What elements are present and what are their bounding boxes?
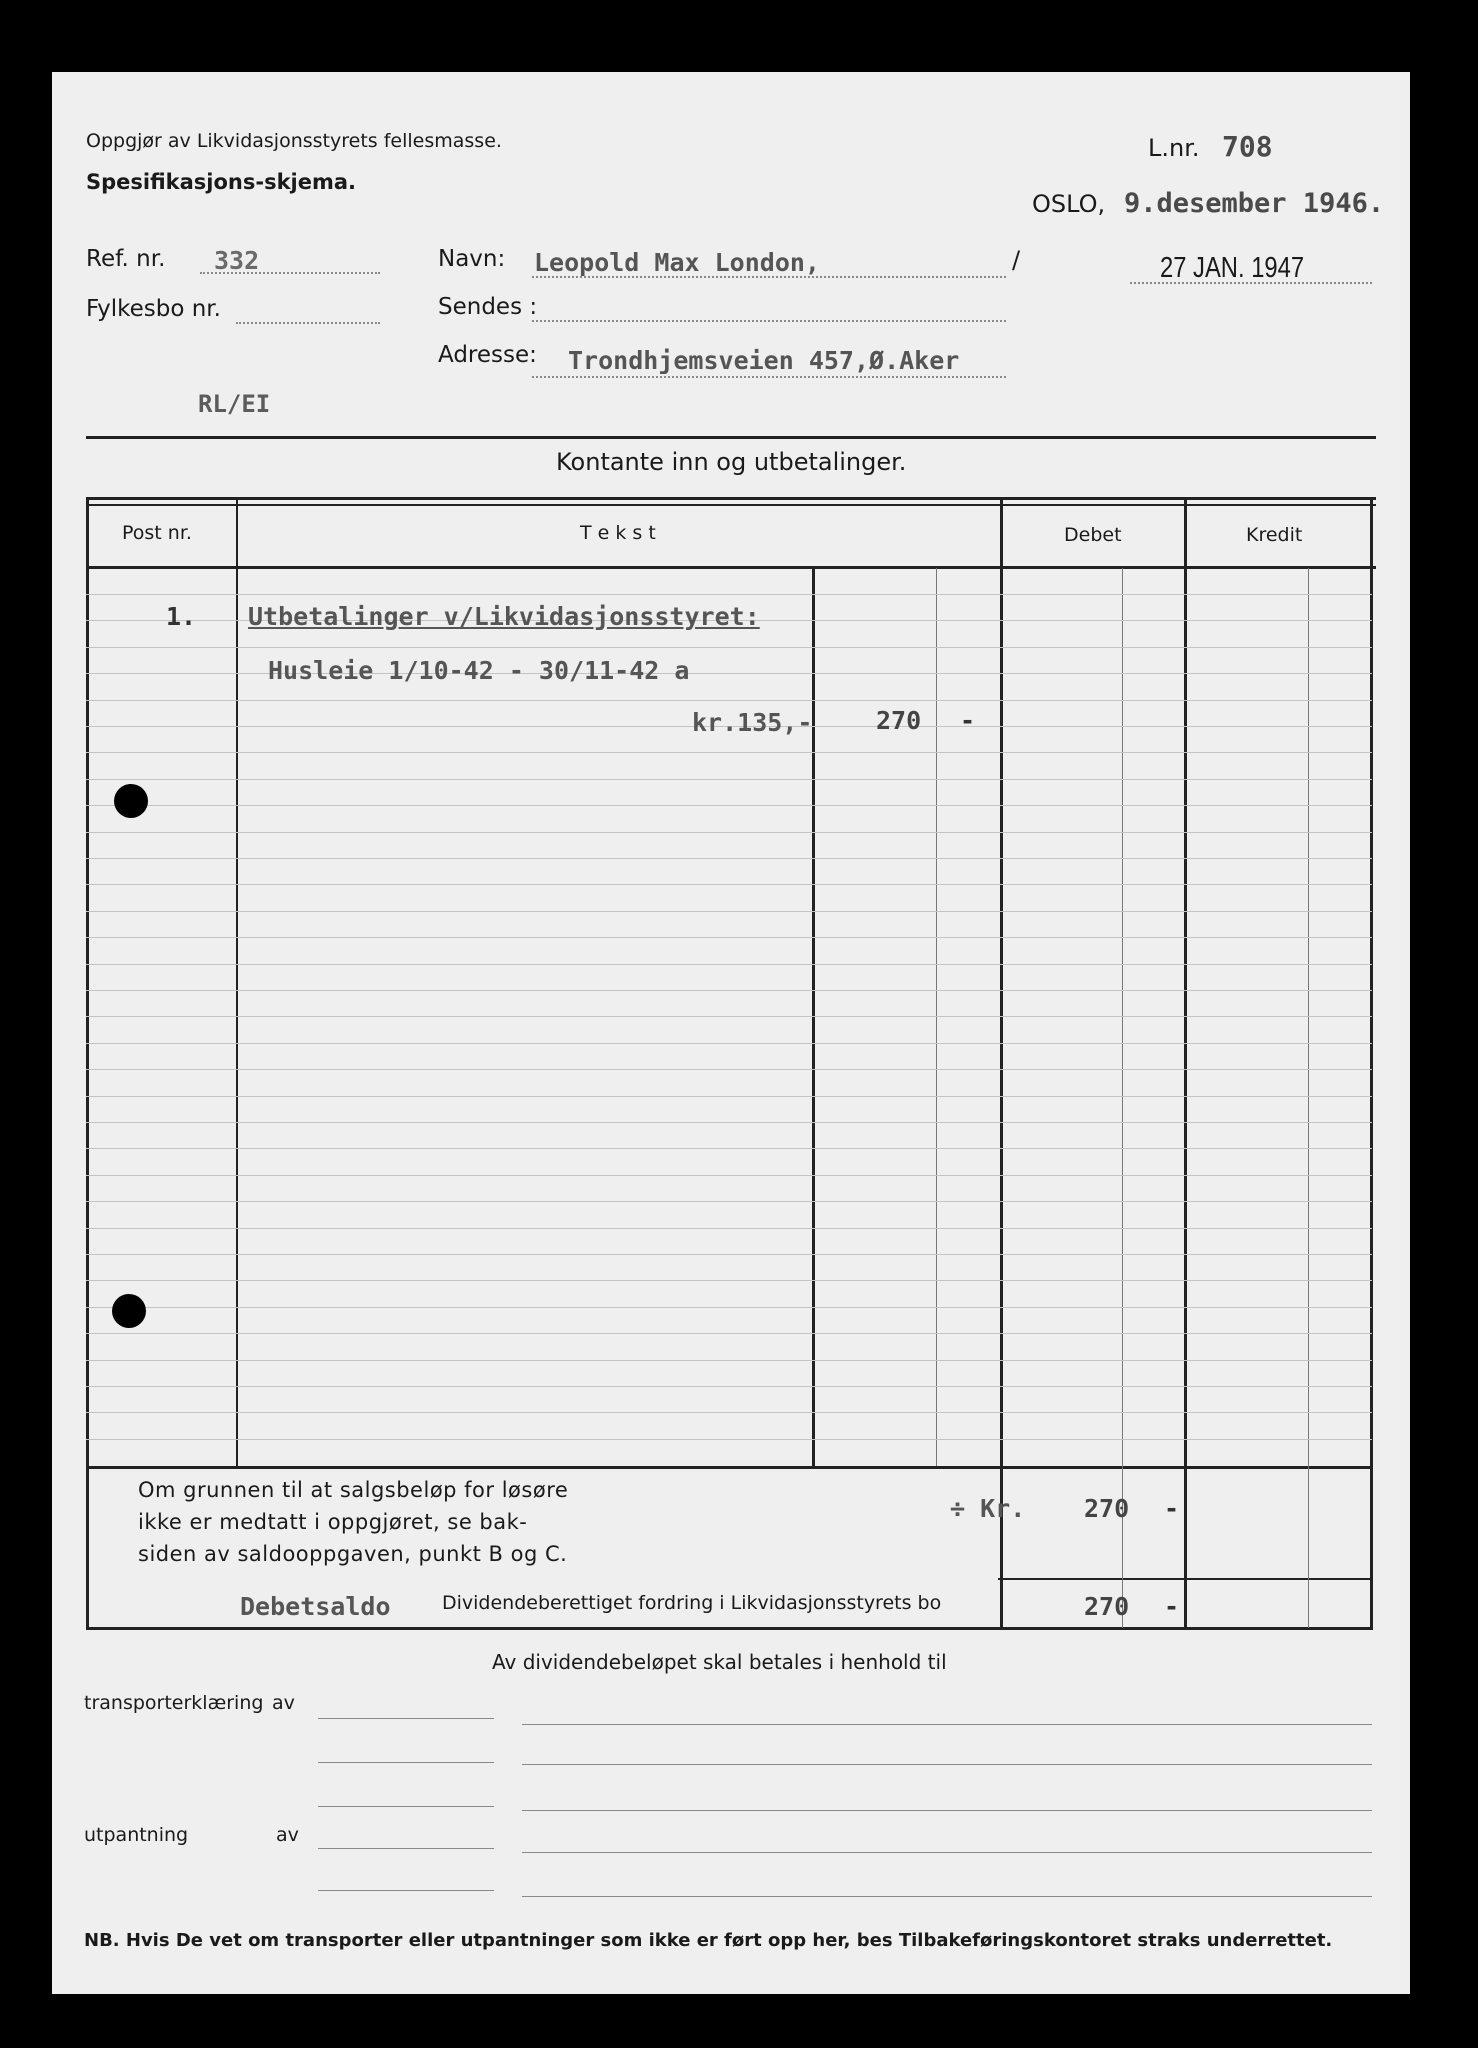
ruled-line [86, 1254, 1372, 1255]
ruled-line [86, 1360, 1372, 1361]
ref-dotline [200, 272, 380, 274]
entry-line1: Utbetalinger v/Likvidasjonsstyret: [248, 602, 760, 631]
ruled-line [86, 594, 1372, 595]
ruled-line [86, 884, 1372, 885]
stamp-dotline [1130, 282, 1372, 284]
ruled-line [86, 700, 1372, 701]
transport-label: transporterklæring [84, 1692, 264, 1714]
col-kredit: Kredit [1246, 524, 1303, 546]
ruled-line [86, 1333, 1372, 1334]
note-line3: siden av saldooppgaven, punkt B og C. [138, 1542, 568, 1566]
ruled-line [86, 752, 1372, 753]
ruled-line [86, 779, 1372, 780]
ruled-line [86, 1280, 1372, 1281]
entry-line3: kr.135,- [692, 708, 813, 737]
entry-amount: 270 [876, 706, 922, 735]
table-bottom-rule [86, 1627, 1370, 1630]
col-tekst: T e k s t [580, 522, 656, 544]
fylkesbo-dotline [236, 322, 380, 324]
form-title: Spesifikasjons-skjema. [86, 170, 357, 194]
lnr-value: 708 [1222, 130, 1273, 163]
sum-value: 270 [1084, 1494, 1130, 1523]
col-debet: Debet [1064, 524, 1122, 546]
adresse-dotline [532, 376, 1006, 378]
saldo-text: Dividendeberettiget fordring i Likvidasjonsstyrets bo [442, 1592, 942, 1614]
ruled-line [86, 937, 1372, 938]
ruled-line [86, 1069, 1372, 1070]
adresse-value: Trondhjemsveien 457,Ø.Aker [568, 346, 960, 375]
sendes-label: Sendes : [438, 294, 538, 320]
navn-value: Leopold Max London, [534, 248, 820, 277]
note-line2: ikke er medtatt i oppgjøret, se bak- [138, 1510, 528, 1534]
ruled-line [86, 1016, 1372, 1017]
sendes-dotline [532, 320, 1006, 322]
date-value: 9.desember 1946. [1124, 188, 1385, 219]
saldo-value: 270 [1084, 1592, 1130, 1621]
punch-hole [114, 784, 148, 818]
ruled-line [86, 1439, 1372, 1440]
ruled-line [86, 858, 1372, 859]
utpantning-label: utpantning [84, 1824, 189, 1846]
ruled-line [86, 1148, 1372, 1149]
ruled-line [86, 1386, 1372, 1387]
sum-prefix: ÷ Kr. [950, 1494, 1026, 1523]
received-stamp: 27 JAN. 1947 [1160, 252, 1305, 284]
saldo-dash: - [1164, 1592, 1180, 1621]
fylkesbo-label: Fylkesbo nr. [86, 296, 221, 322]
ruled-line [86, 1096, 1372, 1097]
ruled-line [86, 1175, 1372, 1176]
dividend-text: Av dividendebeløpet skal betales i henhold til [492, 1650, 947, 1674]
utpantning-av: av [276, 1824, 299, 1846]
lnr-label: L.nr. [1148, 134, 1200, 162]
ref-label: Ref. nr. [86, 246, 166, 272]
saldo-label: Debetsaldo [240, 1592, 391, 1621]
transport-av: av [272, 1692, 295, 1714]
body-bottom-rule [86, 1466, 1370, 1469]
col-post: Post nr. [122, 522, 192, 544]
navn-dotline [532, 276, 1006, 278]
nb-note: NB. Hvis De vet om transporter eller utpantninger som ikke er ført opp her, bes Tilbakeføringskontoret straks underrettet. [84, 1930, 1333, 1951]
adresse-label: Adresse: [438, 342, 537, 368]
entry-line2: Husleie 1/10-42 - 30/11-42 a [268, 656, 690, 685]
ref-value: 332 [214, 246, 260, 275]
section-rule [86, 436, 1376, 439]
ruled-line [86, 832, 1372, 833]
initials: RL/EI [198, 390, 271, 418]
ruled-line [86, 990, 1372, 991]
ruled-line [86, 647, 1372, 648]
ruled-line [86, 805, 1372, 806]
ruled-line [86, 911, 1372, 912]
ruled-line [86, 1043, 1372, 1044]
entry-post: 1. [166, 602, 197, 631]
entry-amount-dash: - [960, 706, 976, 735]
ruled-line [86, 1412, 1372, 1413]
ruled-line [86, 1228, 1372, 1229]
sum-dash: - [1164, 1494, 1180, 1523]
navn-label: Navn: [438, 246, 506, 272]
city-label: OSLO, [1032, 190, 1106, 218]
punch-hole [112, 1294, 146, 1328]
ruled-line [86, 1122, 1372, 1123]
ruled-line [86, 1307, 1372, 1308]
section-heading: Kontante inn og utbetalinger. [556, 448, 907, 476]
header-rule [86, 566, 1376, 569]
ruled-line [86, 964, 1372, 965]
org-title: Oppgjør av Likvidasjonsstyrets fellesmasse. [86, 130, 502, 152]
note-line1: Om grunnen til at salgsbeløp for løsøre [138, 1478, 569, 1502]
ruled-line [86, 1201, 1372, 1202]
